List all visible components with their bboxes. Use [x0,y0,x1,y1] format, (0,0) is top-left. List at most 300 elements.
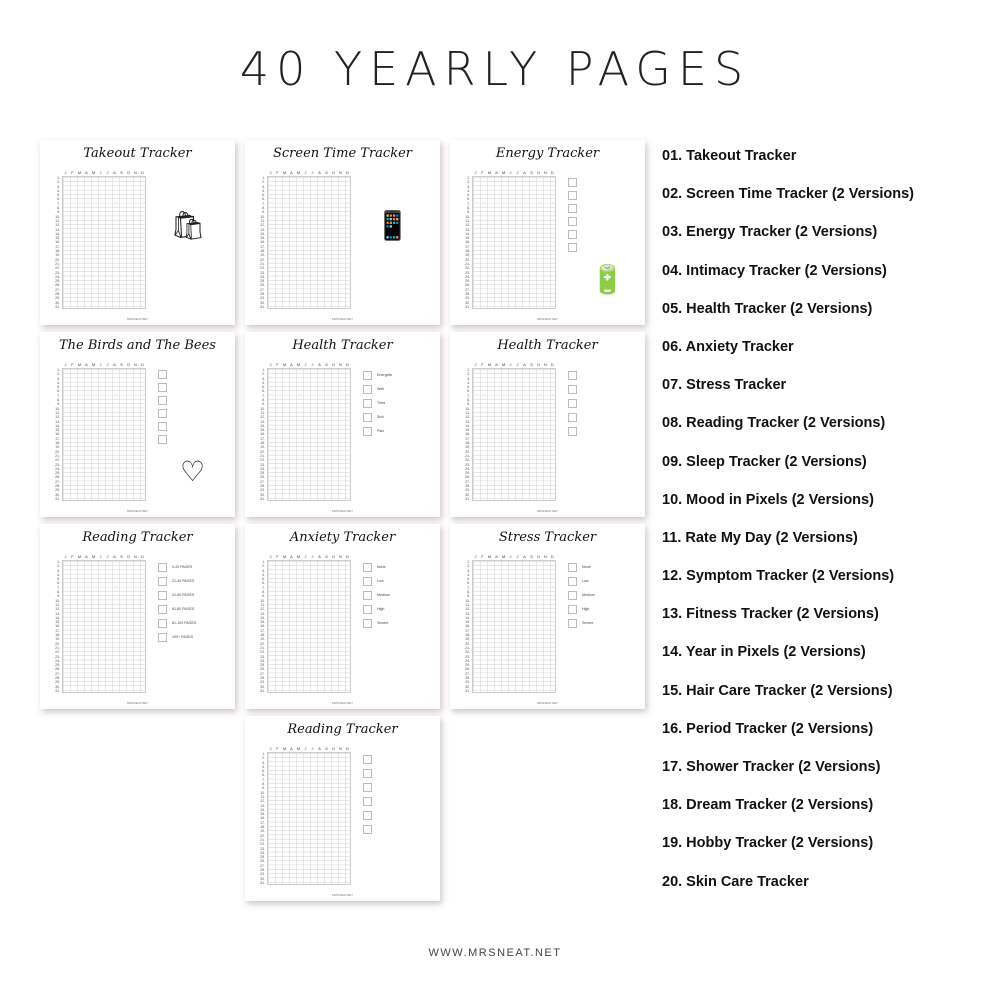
month-label: M [91,362,96,367]
day-label: 13. [260,803,265,808]
day-label: 24. [260,274,265,279]
legend-label: 21-40 PAGES [172,579,195,583]
page-footer: MRSNEAT.NET [332,893,353,897]
day-label: 7. [467,393,470,398]
page-preview-screen-time [245,140,440,325]
day-label: 16. [465,432,470,437]
day-label: 18. [55,441,60,446]
day-label: 20. [260,449,265,454]
checkbox-icon [158,577,167,586]
page-list-item: 03. Energy Tracker (2 Versions) [662,224,878,241]
month-label: O [126,170,131,175]
day-labels [461,368,470,501]
day-label: 5. [57,385,60,390]
tracker-grid [62,368,146,501]
checkbox-icon [568,243,577,252]
day-label: 30. [465,492,470,497]
day-label: 15. [260,812,265,817]
day-label: 27. [260,287,265,292]
month-label: A [523,362,526,367]
checkbox-icon [158,633,167,642]
day-label: 2. [262,372,265,377]
day-label: 22. [260,266,265,271]
day-label: 2. [57,372,60,377]
month-label: D [346,554,349,559]
page-list-item: 02. Screen Time Tracker (2 Versions) [662,186,915,203]
day-label: 7. [467,585,470,590]
month-label: F [276,746,279,751]
legend-item [363,560,390,574]
day-label: 30. [55,492,60,497]
month-label: M [77,170,82,175]
month-header [62,362,146,367]
tracker-grid [267,752,351,885]
day-label: 17. [55,436,60,441]
day-label: 2. [262,756,265,761]
page-footer: MRSNEAT.NET [127,701,148,705]
day-label: 28. [260,484,265,489]
page-list-item: 10. Mood in Pixels (2 Versions) [662,491,874,508]
day-label: 3. [262,568,265,573]
legend-item [568,602,595,616]
legend-item [158,630,196,644]
day-label: 19. [55,253,60,258]
month-label: O [126,362,131,367]
checkbox-icon [568,385,577,394]
legend-item [568,241,582,254]
day-label: 28. [465,676,470,681]
legend-item [363,424,392,438]
day-label: 26. [55,283,60,288]
day-label: 23. [55,270,60,275]
month-label: S [530,170,533,175]
day-label: 28. [260,292,265,297]
month-label: M [77,362,82,367]
day-label: 9. [57,402,60,407]
day-label: 15. [260,620,265,625]
month-label: A [290,170,293,175]
page-list-item: 16. Period Tracker (2 Versions) [662,720,874,737]
day-label: 6. [57,389,60,394]
legend [363,560,390,630]
checkbox-icon [568,427,577,436]
bee-heart-icon: ♡ [180,456,206,487]
month-label: J [269,362,272,367]
legend-label: None [377,565,386,569]
day-label: 30. [55,684,60,689]
month-label: N [339,170,342,175]
checkbox-icon [568,371,577,380]
legend-item [568,410,582,424]
day-label: 25. [260,471,265,476]
day-label: 24. [465,466,470,471]
month-label: J [269,554,272,559]
day-label: 21. [465,645,470,650]
page-preview-health-right [245,332,440,517]
day-label: 4. [262,764,265,769]
day-label: 8. [262,206,265,211]
legend-item [568,588,595,602]
page-list-item: 12. Symptom Tracker (2 Versions) [662,568,895,585]
month-label: A [318,554,321,559]
legend-item [568,396,582,410]
day-labels [256,752,265,885]
page-list-item: 13. Fitness Tracker (2 Versions) [662,606,879,623]
day-label: 9. [262,402,265,407]
day-label: 22. [465,266,470,271]
checkbox-icon [363,399,372,408]
month-header [472,170,556,175]
month-label: J [311,746,314,751]
day-label: 3. [467,184,470,189]
page-preview-birds-bees [40,332,235,517]
month-label: M [487,170,492,175]
day-label: 18. [260,633,265,638]
checkbox-icon [363,783,372,792]
month-label: N [339,746,342,751]
day-label: 6. [262,197,265,202]
day-label: 29. [55,680,60,685]
month-label: J [311,554,314,559]
day-label: 17. [465,436,470,441]
day-label: 29. [260,872,265,877]
day-label: 4. [467,380,470,385]
month-label: F [71,554,74,559]
checkbox-icon [568,178,577,187]
day-label: 8. [57,398,60,403]
day-label: 6. [262,773,265,778]
page-footer: MRSNEAT.NET [537,317,558,321]
page-list-item: 04. Intimacy Tracker (2 Versions) [662,262,887,279]
day-label: 23. [260,654,265,659]
legend-item [158,420,172,433]
day-label: 28. [55,292,60,297]
day-label: 31. [465,688,470,693]
day-label: 19. [260,829,265,834]
day-label: 25. [55,663,60,668]
day-label: 24. [260,658,265,663]
day-label: 1. [262,176,265,180]
legend-item [363,368,392,382]
day-label: 29. [465,488,470,493]
day-label: 11. [465,602,470,607]
day-label: 17. [260,244,265,249]
legend-item [363,602,390,616]
day-label: 21. [260,453,265,458]
day-label: 19. [465,637,470,642]
day-label: 11. [260,794,265,799]
day-label: 20. [260,257,265,262]
day-label: 31. [260,880,265,885]
day-label: 26. [465,667,470,672]
month-label: O [536,362,541,367]
day-label: 2. [467,180,470,185]
month-label: S [530,362,533,367]
day-label: 6. [262,581,265,586]
day-label: 1. [467,560,470,564]
checkbox-icon [158,409,167,418]
day-label: 1. [57,560,60,564]
month-label: F [276,170,279,175]
day-label: 12. [55,223,60,228]
day-label: 9. [262,786,265,791]
page-title: Health Tracker [292,338,393,353]
month-label: M [296,362,301,367]
legend-label: High [582,607,590,611]
day-label: 12. [55,607,60,612]
day-label: 25. [465,279,470,284]
day-label: 10. [55,406,60,411]
legend-item [568,215,582,228]
day-label: 5. [467,385,470,390]
day-label: 13. [465,611,470,616]
month-label: D [346,362,349,367]
checkbox-icon [363,755,372,764]
day-label: 29. [465,680,470,685]
day-label: 21. [465,453,470,458]
day-label: 11. [465,410,470,415]
day-label: 4. [57,572,60,577]
month-label: D [551,362,554,367]
day-label: 23. [260,270,265,275]
month-label: S [325,746,328,751]
day-label: 15. [465,236,470,241]
month-label: A [318,362,321,367]
day-label: 20. [260,833,265,838]
checkbox-icon [363,577,372,586]
day-label: 6. [262,389,265,394]
day-label: 23. [260,462,265,467]
legend-item [363,794,377,808]
checkbox-icon [158,422,167,431]
page-list-item: 14. Year in Pixels (2 Versions) [662,644,866,661]
day-label: 5. [262,577,265,582]
month-label: O [126,554,131,559]
month-label: A [85,554,88,559]
legend-item [568,560,595,574]
day-label: 4. [262,572,265,577]
day-label: 10. [55,214,60,219]
legend-item [363,410,392,424]
day-labels [256,368,265,501]
page-preview-anxiety [245,524,440,709]
page-footer: MRSNEAT.NET [127,509,148,513]
day-label: 9. [467,402,470,407]
day-label: 24. [55,274,60,279]
checkbox-icon [363,591,372,600]
month-label: J [474,554,477,559]
month-header [62,554,146,559]
checkbox-icon [158,563,167,572]
tracker-grid [267,560,351,693]
day-label: 14. [465,423,470,428]
day-label: 25. [260,663,265,668]
month-label: F [276,554,279,559]
page-title: The Birds and The Bees [59,338,216,353]
day-label: 21. [55,645,60,650]
page-preview-stress [450,524,645,709]
month-header [472,362,556,367]
day-label: 11. [260,410,265,415]
legend-label: Severe [582,621,594,625]
day-label: 30. [260,300,265,305]
tracker-grid [472,560,556,693]
month-label: A [495,170,498,175]
checkbox-icon [158,605,167,614]
day-label: 28. [260,676,265,681]
month-header [267,554,351,559]
day-label: 30. [260,876,265,881]
day-label: 12. [55,415,60,420]
month-label: J [99,362,102,367]
day-label: 10. [260,790,265,795]
month-label: O [331,170,336,175]
month-header [62,170,146,175]
month-label: M [501,554,506,559]
legend-item [158,560,196,574]
day-label: 10. [55,598,60,603]
month-label: J [64,362,67,367]
day-label: 22. [55,266,60,271]
day-label: 6. [467,389,470,394]
day-label: 19. [55,445,60,450]
day-label: 19. [260,637,265,642]
month-header [267,362,351,367]
legend [158,368,172,446]
day-label: 26. [465,283,470,288]
page-list-item: 18. Dream Tracker (2 Versions) [662,797,874,814]
day-label: 8. [262,590,265,595]
day-label: 24. [260,850,265,855]
day-label: 11. [55,218,60,223]
day-label: 16. [465,624,470,629]
day-label: 15. [55,236,60,241]
month-label: N [544,362,547,367]
month-label: N [544,554,547,559]
month-label: N [339,362,342,367]
month-label: J [304,746,307,751]
month-label: A [290,554,293,559]
month-label: M [91,170,96,175]
month-label: D [346,170,349,175]
phone-hands-icon: 📱 [375,210,410,241]
month-label: A [113,170,116,175]
day-label: 24. [55,466,60,471]
page-list-item: 01. Takeout Tracker [662,148,797,164]
day-label: 3. [57,184,60,189]
legend-item [158,602,196,616]
month-label: J [99,554,102,559]
day-label: 1. [57,176,60,180]
day-label: 25. [55,471,60,476]
day-label: 24. [260,466,265,471]
day-label: 27. [260,479,265,484]
page-preview-reading-right [40,524,235,709]
day-label: 16. [55,240,60,245]
checkbox-icon [568,413,577,422]
day-label: 28. [260,868,265,873]
month-label: S [325,554,328,559]
page-list-item: 05. Health Tracker (2 Versions) [662,300,873,317]
page-title: Takeout Tracker [83,146,192,161]
legend-label: Medium [377,593,390,597]
page-preview-energy [450,140,645,325]
day-label: 20. [465,641,470,646]
day-label: 9. [467,210,470,215]
day-label: 31. [55,688,60,693]
month-label: J [516,362,519,367]
day-label: 7. [57,393,60,398]
day-label: 23. [260,846,265,851]
day-label: 30. [55,300,60,305]
day-label: 18. [55,633,60,638]
day-label: 9. [262,594,265,599]
month-label: A [113,554,116,559]
day-label: 7. [262,393,265,398]
day-label: 2. [57,180,60,185]
day-label: 29. [55,488,60,493]
day-label: 19. [55,637,60,642]
day-label: 2. [57,564,60,569]
legend [363,752,377,836]
day-label: 16. [465,240,470,245]
day-label: 26. [55,667,60,672]
legend-label: Pain [377,429,385,433]
day-label: 16. [260,240,265,245]
day-label: 17. [465,628,470,633]
legend [568,368,582,438]
day-label: 1. [467,368,470,372]
legend-label: Severe [377,621,389,625]
month-header [267,170,351,175]
checkbox-icon [568,619,577,628]
month-label: S [530,554,533,559]
day-label: 26. [260,667,265,672]
month-label: F [71,170,74,175]
legend-item [158,433,172,446]
day-label: 11. [260,218,265,223]
month-label: M [282,554,287,559]
day-label: 23. [465,270,470,275]
month-label: J [269,746,272,751]
day-label: 21. [465,261,470,266]
month-label: A [85,170,88,175]
day-label: 22. [260,458,265,463]
day-label: 8. [57,590,60,595]
checkbox-icon [158,396,167,405]
checkbox-icon [363,811,372,820]
day-label: 4. [467,572,470,577]
page-title: Reading Tracker [287,722,398,737]
legend-label: 0-20 PAGES [172,565,193,569]
day-label: 14. [465,615,470,620]
month-label: F [276,362,279,367]
day-label: 31. [260,688,265,693]
day-label: 24. [465,658,470,663]
month-label: M [501,170,506,175]
legend [568,560,595,630]
day-label: 5. [57,577,60,582]
day-label: 13. [260,227,265,232]
day-label: 18. [260,249,265,254]
legend-item [158,368,172,381]
day-label: 31. [260,304,265,309]
legend-item [158,616,196,630]
page-footer: MRSNEAT.NET [537,509,558,513]
day-label: 20. [55,257,60,262]
page-title: Stress Tracker [498,530,597,545]
day-label: 21. [260,261,265,266]
